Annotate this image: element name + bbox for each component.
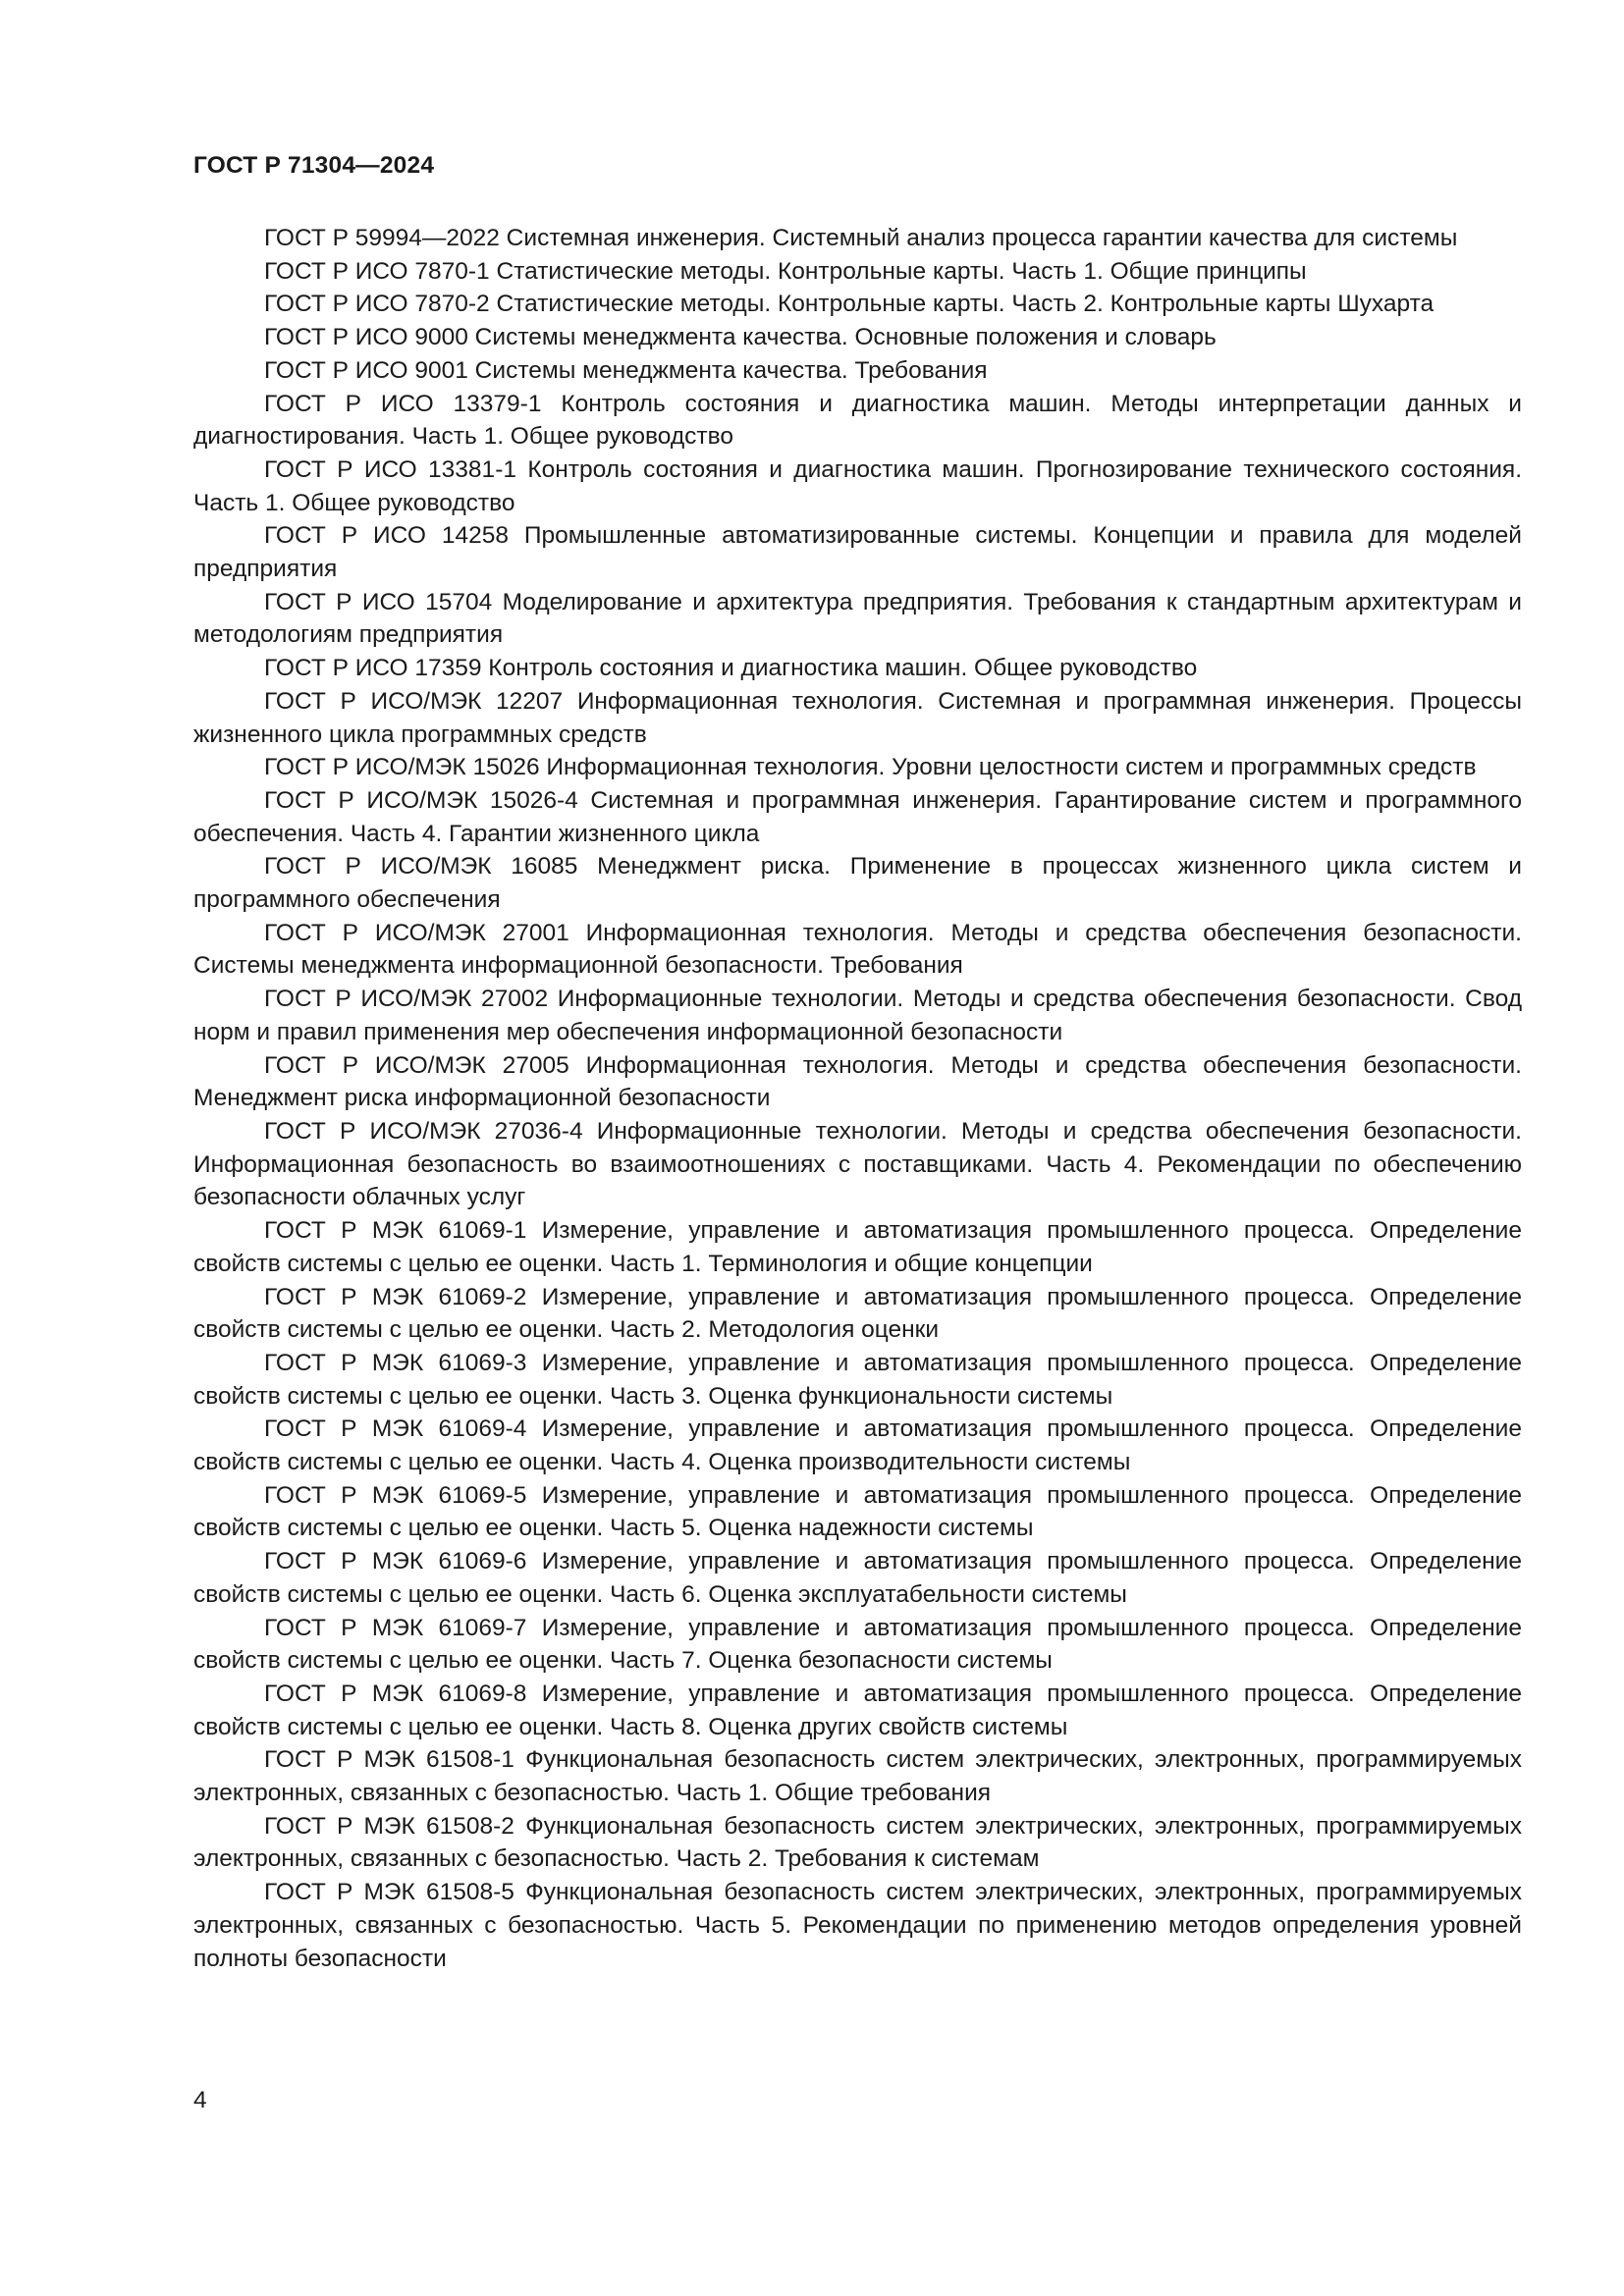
reference-item: ГОСТ Р ИСО 7870-2 Статистические методы. Контрольные карты. Часть 2. Контрольные карты Шухарта — [264, 291, 1435, 318]
reference-item: ГОСТ Р ИСО/МЭК 27001 Информационная технология. Методы и средства обеспечения безопасности. Системы менеджмента информационной безопасности. Требования — [193, 919, 1522, 980]
reference-item: ГОСТ Р ИСО/МЭК 15026 Информационная технология. Уровни целостности систем и программных средств — [264, 754, 1477, 781]
reference-item: ГОСТ Р ИСО/МЭК 27036-4 Информационные технологии. Методы и средства обеспечения безопасности. Информационная безопасность во взаимоотношениях с поставщиками. Часть 4. Рекомендации по обеспечению безопасности облачных услуг — [193, 1117, 1522, 1211]
reference-item: ГОСТ Р МЭК 61069-3 Измерение, управление и автоматизация промышленного процесса. Определение свойств системы с целью ее оценки. Часть 3. Оценка функциональности системы — [193, 1349, 1522, 1410]
document-header-title: ГОСТ Р 71304—2024 — [193, 152, 435, 179]
reference-item: ГОСТ Р ИСО 9000 Системы менеджмента качества. Основные положения и словарь — [264, 324, 1217, 351]
reference-item: ГОСТ Р ИСО/МЭК 12207 Информационная технология. Системная и программная инженерия. Процессы жизненного цикла программных средств — [193, 687, 1522, 748]
reference-item: ГОСТ Р МЭК 61508-2 Функциональная безопасность систем электрических, электронных, программируемых электронных, связанных с безопасностью. Часть 2. Требования к системам — [193, 1812, 1522, 1873]
normative-references-list — [193, 222, 1522, 1975]
reference-item: ГОСТ Р МЭК 61508-5 Функциональная безопасность систем электрических, электронных, программируемых электронных, связанных с безопасностью. Часть 5. Рекомендации по применению методов определения уровней полноты безопасности — [193, 1879, 1522, 1972]
reference-item: ГОСТ Р ИСО 13379-1 Контроль состояния и диагностика машин. Методы интерпретации данных и диагностирования. Часть 1. Общее руководство — [193, 390, 1522, 451]
reference-item: ГОСТ Р ИСО 9001 Системы менеджмента качества. Требования — [264, 356, 988, 384]
reference-item: ГОСТ Р МЭК 61069-1 Измерение, управление и автоматизация промышленного процесса. Определение свойств системы с целью ее оценки. Часть 1. Терминология и общие концепции — [193, 1217, 1522, 1277]
reference-item: ГОСТ Р ИСО/МЭК 15026-4 Системная и программная инженерия. Гарантирование систем и программного обеспечения. Часть 4. Гарантии жизненного цикла — [193, 786, 1522, 847]
reference-item: ГОСТ Р 59994—2022 Системная инженерия. Системный анализ процесса гарантии качества для системы — [264, 225, 1458, 251]
reference-item: ГОСТ Р ИСО 15704 Моделирование и архитектура предприятия. Требования к стандартным архитектурам и методологиям предприятия — [193, 588, 1522, 649]
reference-item: ГОСТ Р ИСО 17359 Контроль состояния и диагностика машин. Общее руководство — [264, 655, 1198, 682]
reference-item: ГОСТ Р МЭК 61069-7 Измерение, управление и автоматизация промышленного процесса. Определение свойств системы с целью ее оценки. Часть 7. Оценка безопасности системы — [193, 1614, 1522, 1675]
reference-item: ГОСТ Р ИСО/МЭК 27002 Информационные технологии. Методы и средства обеспечения безопасности. Свод норм и правил применения мер обеспечения информационной безопасности — [193, 986, 1522, 1045]
page-number: 4 — [193, 2087, 207, 2113]
reference-item: ГОСТ Р МЭК 61069-8 Измерение, управление и автоматизация промышленного процесса. Определение свойств системы с целью ее оценки. Часть 8. Оценка других свойств системы — [193, 1680, 1522, 1740]
reference-item: ГОСТ Р МЭК 61069-2 Измерение, управление и автоматизация промышленного процесса. Определение свойств системы с целью ее оценки. Часть 2. Методология оценки — [193, 1283, 1522, 1344]
reference-item: ГОСТ Р МЭК 61069-6 Измерение, управление и автоматизация промышленного процесса. Определение свойств системы с целью ее оценки. Часть 6. Оценка эксплуатабельности системы — [193, 1548, 1522, 1608]
reference-item: ГОСТ Р ИСО 7870-1 Статистические методы. Контрольные карты. Часть 1. Общие принципы — [264, 257, 1307, 285]
reference-item: ГОСТ Р ИСО/МЭК 16085 Менеджмент риска. Применение в процессах жизненного цикла систем и программного обеспечения — [193, 853, 1522, 914]
reference-item: ГОСТ Р ИСО 13381-1 Контроль состояния и диагностика машин. Прогнозирование технического состояния. Часть 1. Общее руководство — [193, 455, 1522, 516]
reference-item: ГОСТ Р ИСО 14258 Промышленные автоматизированные системы. Концепции и правила для моделей предприятия — [193, 522, 1522, 583]
reference-item: ГОСТ Р МЭК 61069-5 Измерение, управление и автоматизация промышленного процесса. Определение свойств системы с целью ее оценки. Часть 5. Оценка надежности системы — [193, 1481, 1522, 1542]
reference-item: ГОСТ Р ИСО/МЭК 27005 Информационная технология. Методы и средства обеспечения безопасности. Менеджмент риска информационной безопасности — [193, 1051, 1522, 1112]
reference-item: ГОСТ Р МЭК 61069-4 Измерение, управление и автоматизация промышленного процесса. Определение свойств системы с целью ее оценки. Часть 4. Оценка производительности системы — [193, 1415, 1522, 1476]
reference-item: ГОСТ Р МЭК 61508-1 Функциональная безопасность систем электрических, электронных, программируемых электронных, связанных с безопасностью. Часть 1. Общие требования — [193, 1746, 1522, 1807]
